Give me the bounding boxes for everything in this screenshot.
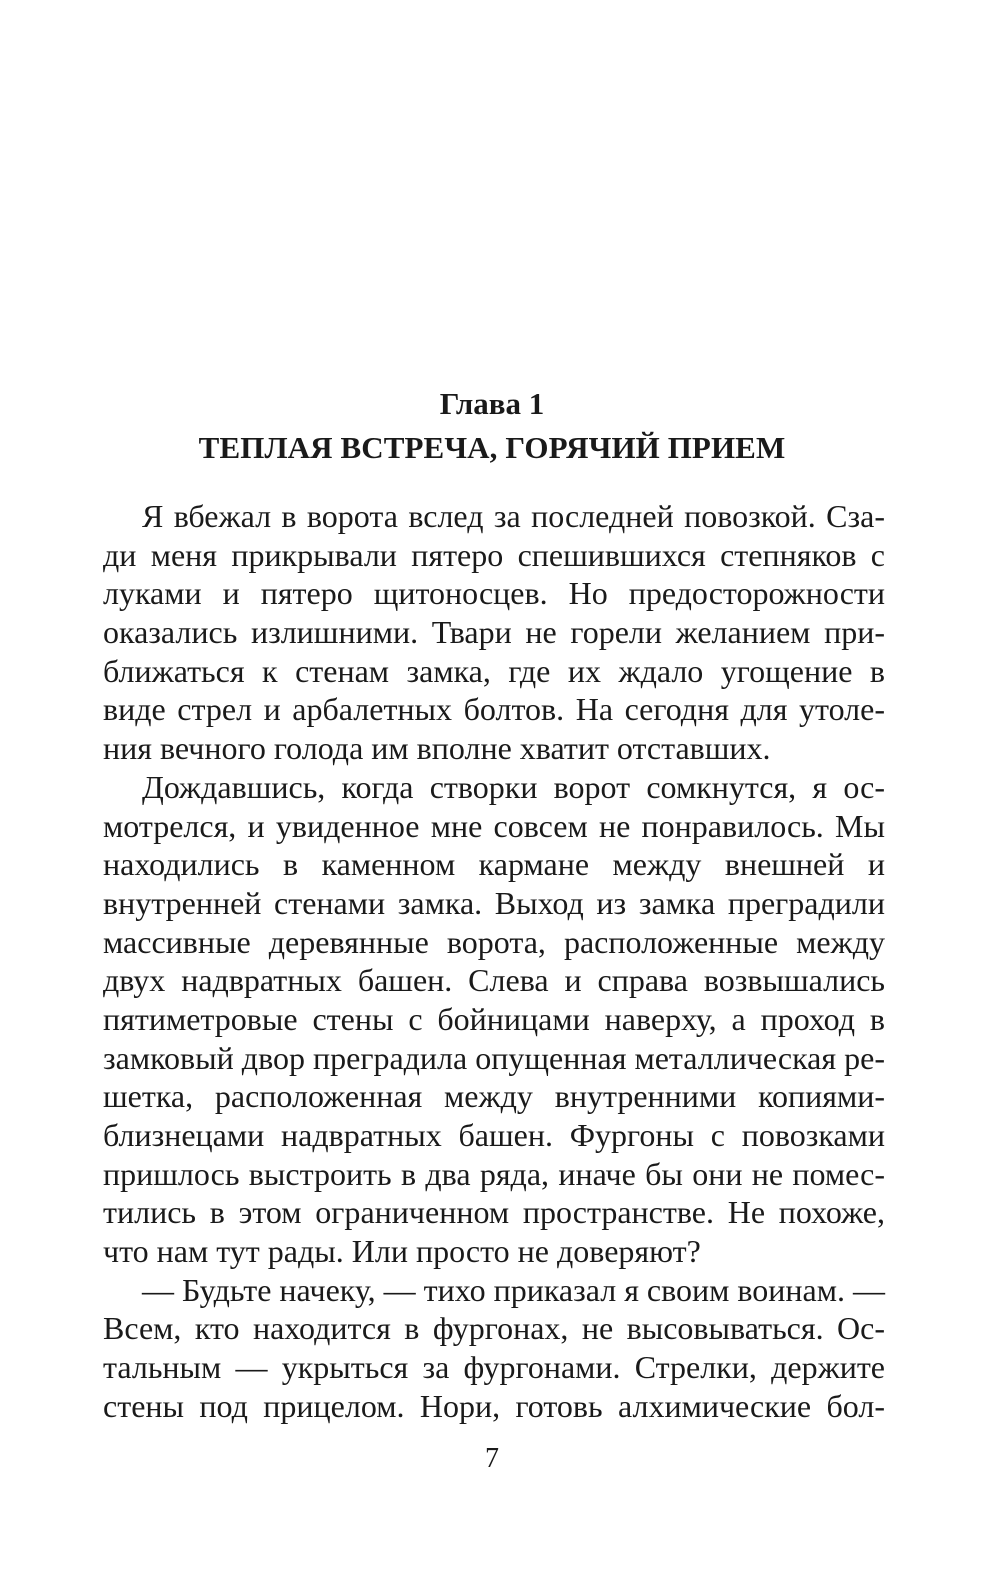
text-line: что нам тут рады. Или просто не доверяют?: [103, 1233, 701, 1270]
text-line: тились в этом ограниченном пространстве. Не похоже,: [103, 1194, 885, 1231]
text-line: виде стрел и арбалетных болтов. На сегодня для утоле-: [103, 691, 885, 728]
text-line: Дождавшись, когда створки ворот сомкнутся, я ос-: [142, 768, 885, 805]
chapter-title: ТЕПЛАЯ ВСТРЕЧА, ГОРЯЧИЙ ПРИЕМ: [198, 430, 786, 465]
text-line: пришлось выстроить в два ряда, иначе бы они не помес-: [103, 1155, 885, 1192]
text-line: массивные деревянные ворота, расположенные между: [103, 923, 885, 960]
text-line: близнецами надвратных башен. Фургоны с повозками: [103, 1117, 885, 1153]
text-line: ния вечного голода им вполне хватит отставших.: [103, 730, 771, 767]
chapter-number: Глава 1: [439, 386, 545, 421]
text-line: находились в каменном кармане между внешней и: [103, 846, 885, 883]
text-line: ближаться к стенам замка, где их ждало угощение в: [103, 652, 885, 689]
text-line: луками и пятеро щитоносцев. Но предосторожности: [103, 575, 885, 612]
text-line: внутренней стенами замка. Выход из замка преградили: [103, 884, 885, 921]
text-line: шетка, расположенная между внутренними копиями-: [103, 1078, 885, 1115]
text-line: Я вбежал в ворота вслед за последней повозкой. Сза-: [142, 498, 885, 534]
text-line: оказались излишними. Твари не горели желанием при-: [103, 614, 885, 651]
body-text: [103, 497, 885, 1426]
text-line: — Будьте начеку, — тихо приказал я своим воинам. —: [142, 1271, 885, 1308]
text-line: ди меня прикрывали пятеро спешившихся степняков с: [103, 536, 885, 573]
text-line: стены под прицелом. Нори, готовь алхимические бол-: [103, 1387, 885, 1424]
page-number: 7: [485, 1443, 499, 1474]
chapter-heading: [0, 385, 984, 467]
text-line: замковый двор преградила опущенная металлическая ре-: [103, 1039, 885, 1076]
text-line: пятиметровые стены с бойницами наверху, а проход в: [103, 1000, 885, 1037]
text-line: тальным — укрыться за фургонами. Стрелки, держите: [103, 1349, 885, 1386]
text-line: Всем, кто находится в фургонах, не высовываться. Ос-: [103, 1310, 885, 1347]
text-line: мотрелся, и увиденное мне совсем не понравилось. Мы: [103, 807, 885, 844]
text-line: двух надвратных башен. Слева и справа возвышались: [103, 962, 885, 999]
